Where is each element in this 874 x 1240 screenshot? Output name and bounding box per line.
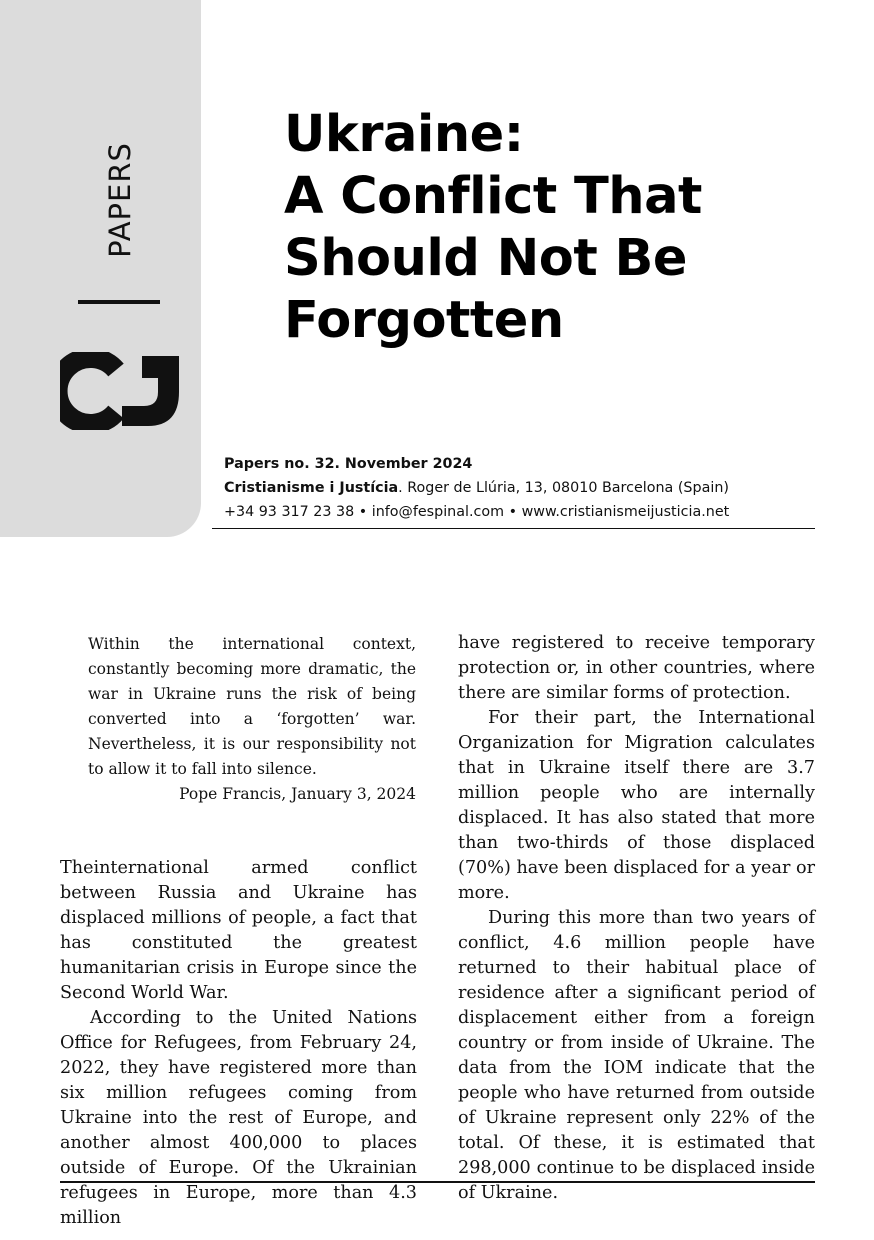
title-line: Forgotten (284, 291, 564, 350)
paragraph: During this more than two years of conflict, 4.6 million people have returned to their habitual place of residence after a significant period of displacement either from a foreign country or from inside of Ukraine. The data from the IOM indicate that the people who have returned from outside of Ukraine represent only 22% of the total. Of these, it is estimated that 298,000 continue to be displaced inside of Ukraine. (458, 908, 815, 1203)
issue-line (224, 452, 729, 476)
contact-line: +34 93 317 23 38 • info@fespinal.com • www.cristianismeijusticia.net (224, 504, 730, 520)
title-line: A Conflict That (284, 167, 702, 226)
series-label: PAPERS (103, 142, 137, 258)
publication-meta (224, 452, 729, 524)
paragraph: According to the United Nations Office for Refugees, from February 24, 2022, they have registered more than six million refugees coming from Ukraine into the rest of Europe, and another almost 400,000 to places outside of Europe. Of the Ukrainian refugees in Europe, more than 4.3 million (60, 1008, 417, 1228)
org-address: . Roger de Llúria, 13, 08010 Barcelona (Spain) (398, 480, 729, 496)
paragraph: Theinternational armed conflict between Russia and Ukraine has displaced millions of people, a fact that has constituted the greatest humanitarian crisis in Europe since the Second World War. (60, 858, 417, 1003)
paragraph: have registered to receive temporary protection or, in other countries, where there are similar forms of protection. (458, 633, 815, 703)
title-line: Should Not Be (284, 229, 687, 288)
paragraph: For their part, the International Organization for Migration calculates that in Ukraine itself there are 3.7 million people who are internally displaced. It has also stated that more than two-thirds of those displaced (70%) have been displaced for a year or more. (458, 708, 815, 903)
cj-logo-icon (60, 352, 180, 430)
org-line (224, 476, 729, 500)
org-name: Cristianisme i Justícia (224, 480, 399, 496)
sidebar-panel (0, 0, 201, 537)
body-column-right (458, 631, 815, 1206)
meta-divider (212, 528, 815, 529)
epigraph-quote: Within the international context, constantly becoming more dramatic, the war in Ukraine runs the risk of being converted into a ‘forgotten’ war. Nevertheless, it is our responsibility not to allow it to fall into silence. (88, 635, 416, 778)
sidebar-divider (78, 300, 160, 304)
issue-label: Papers no. 32. November 2024 (224, 456, 473, 472)
title-line: Ukraine: (284, 105, 524, 164)
body-column-left (60, 856, 417, 1231)
page-title (284, 104, 702, 352)
footer-divider (60, 1181, 815, 1183)
epigraph-attribution: Pope Francis, January 3, 2024 (179, 785, 416, 803)
